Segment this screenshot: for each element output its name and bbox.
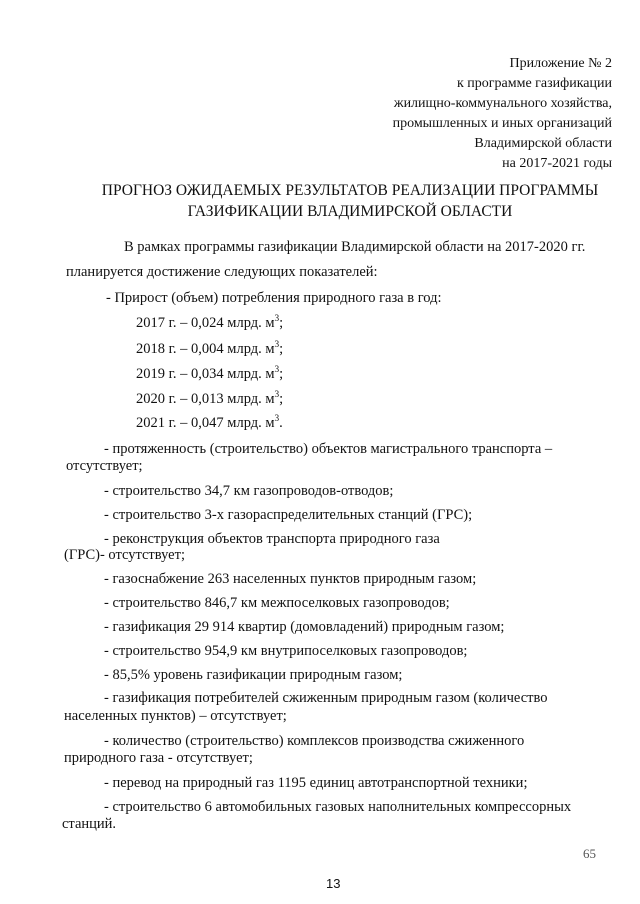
indicator-line: станций. [62, 816, 117, 832]
appendix-line: к программе газификации [456, 76, 612, 91]
indicator-line: - протяженность (строительство) объектов магистрального транспорта – [104, 441, 553, 457]
year-item: 2021 г. – 0,047 млрд. $м^3$. [136, 413, 283, 431]
year-item: 2020 г. – 0,013 млрд. $м^3$; [136, 389, 284, 407]
indicator-line: - реконструкция объектов транспорта природного газа [104, 531, 440, 547]
appendix-line: жилищно-коммунального хозяйства, [393, 96, 612, 111]
indicator-line: - газоснабжение 263 населенных пунктов природным газом; [104, 571, 477, 587]
indicator-line: населенных пунктов) – отсутствует; [64, 708, 287, 724]
year-item: 2019 г. – 0,034 млрд. $м^3$; [136, 364, 284, 382]
year-item: 2017 г. – 0,024 млрд. $м^3$; [136, 313, 284, 331]
appendix-line: промышленных и иных организаций [392, 116, 612, 131]
year-item: 2018 г. – 0,004 млрд. $м^3$; [136, 339, 284, 357]
appendix-line: Владимирской области [474, 136, 612, 151]
growth-heading: - Прирост (объем) потребления природного газа в год: [106, 290, 442, 306]
indicator-line: - газификация 29 914 квартир (домовладений) природным газом; [104, 619, 505, 635]
indicator-line: - строительство 3-х газораспределительных станций (ГРС); [104, 507, 473, 523]
indicator-line: - строительство 954,9 км внутрипоселковых газопроводов; [104, 643, 468, 659]
indicator-line: (ГРС)- отсутствует; [64, 547, 185, 563]
indicator-line: - 85,5% уровень газификации природным газом; [104, 667, 403, 683]
page-number: 13 [326, 876, 341, 891]
indicator-line: природного газа - отсутствует; [64, 750, 253, 766]
appendix-line: на 2017-2021 годы [502, 156, 612, 171]
intro-line: планируется достижение следующих показателей: [66, 264, 378, 280]
appendix-header [393, 54, 612, 174]
indicator-line: - перевод на природный газ 1195 единиц автотранспортной техники; [104, 775, 528, 791]
indicator-line: - строительство 846,7 км межпоселковых газопроводов; [104, 595, 450, 611]
indicator-line: - строительство 34,7 км газопроводов-отводов; [104, 483, 394, 499]
intro-line: В рамках программы газификации Владимирской области на 2017-2020 гг. [124, 239, 586, 255]
indicator-line: - строительство 6 автомобильных газовых наполнительных компрессорных [104, 799, 572, 815]
appendix-line: Приложение № 2 [509, 56, 612, 71]
title-line: ГАЗИФИКАЦИИ ВЛАДИМИРСКОЙ ОБЛАСТИ [187, 203, 513, 220]
indicator-line: - количество (строительство) комплексов производства сжиженного [104, 733, 525, 749]
title-line: ПРОГНОЗ ОЖИДАЕМЫХ РЕЗУЛЬТАТОВ РЕАЛИЗАЦИИ ПРОГРАММЫ [101, 182, 599, 199]
indicator-line: отсутствует; [66, 458, 143, 474]
document-title [70, 180, 630, 222]
indicator-line: - газификация потребителей сжиженным природным газом (количество [104, 690, 548, 706]
page-number-handwritten: 65 [583, 846, 596, 861]
